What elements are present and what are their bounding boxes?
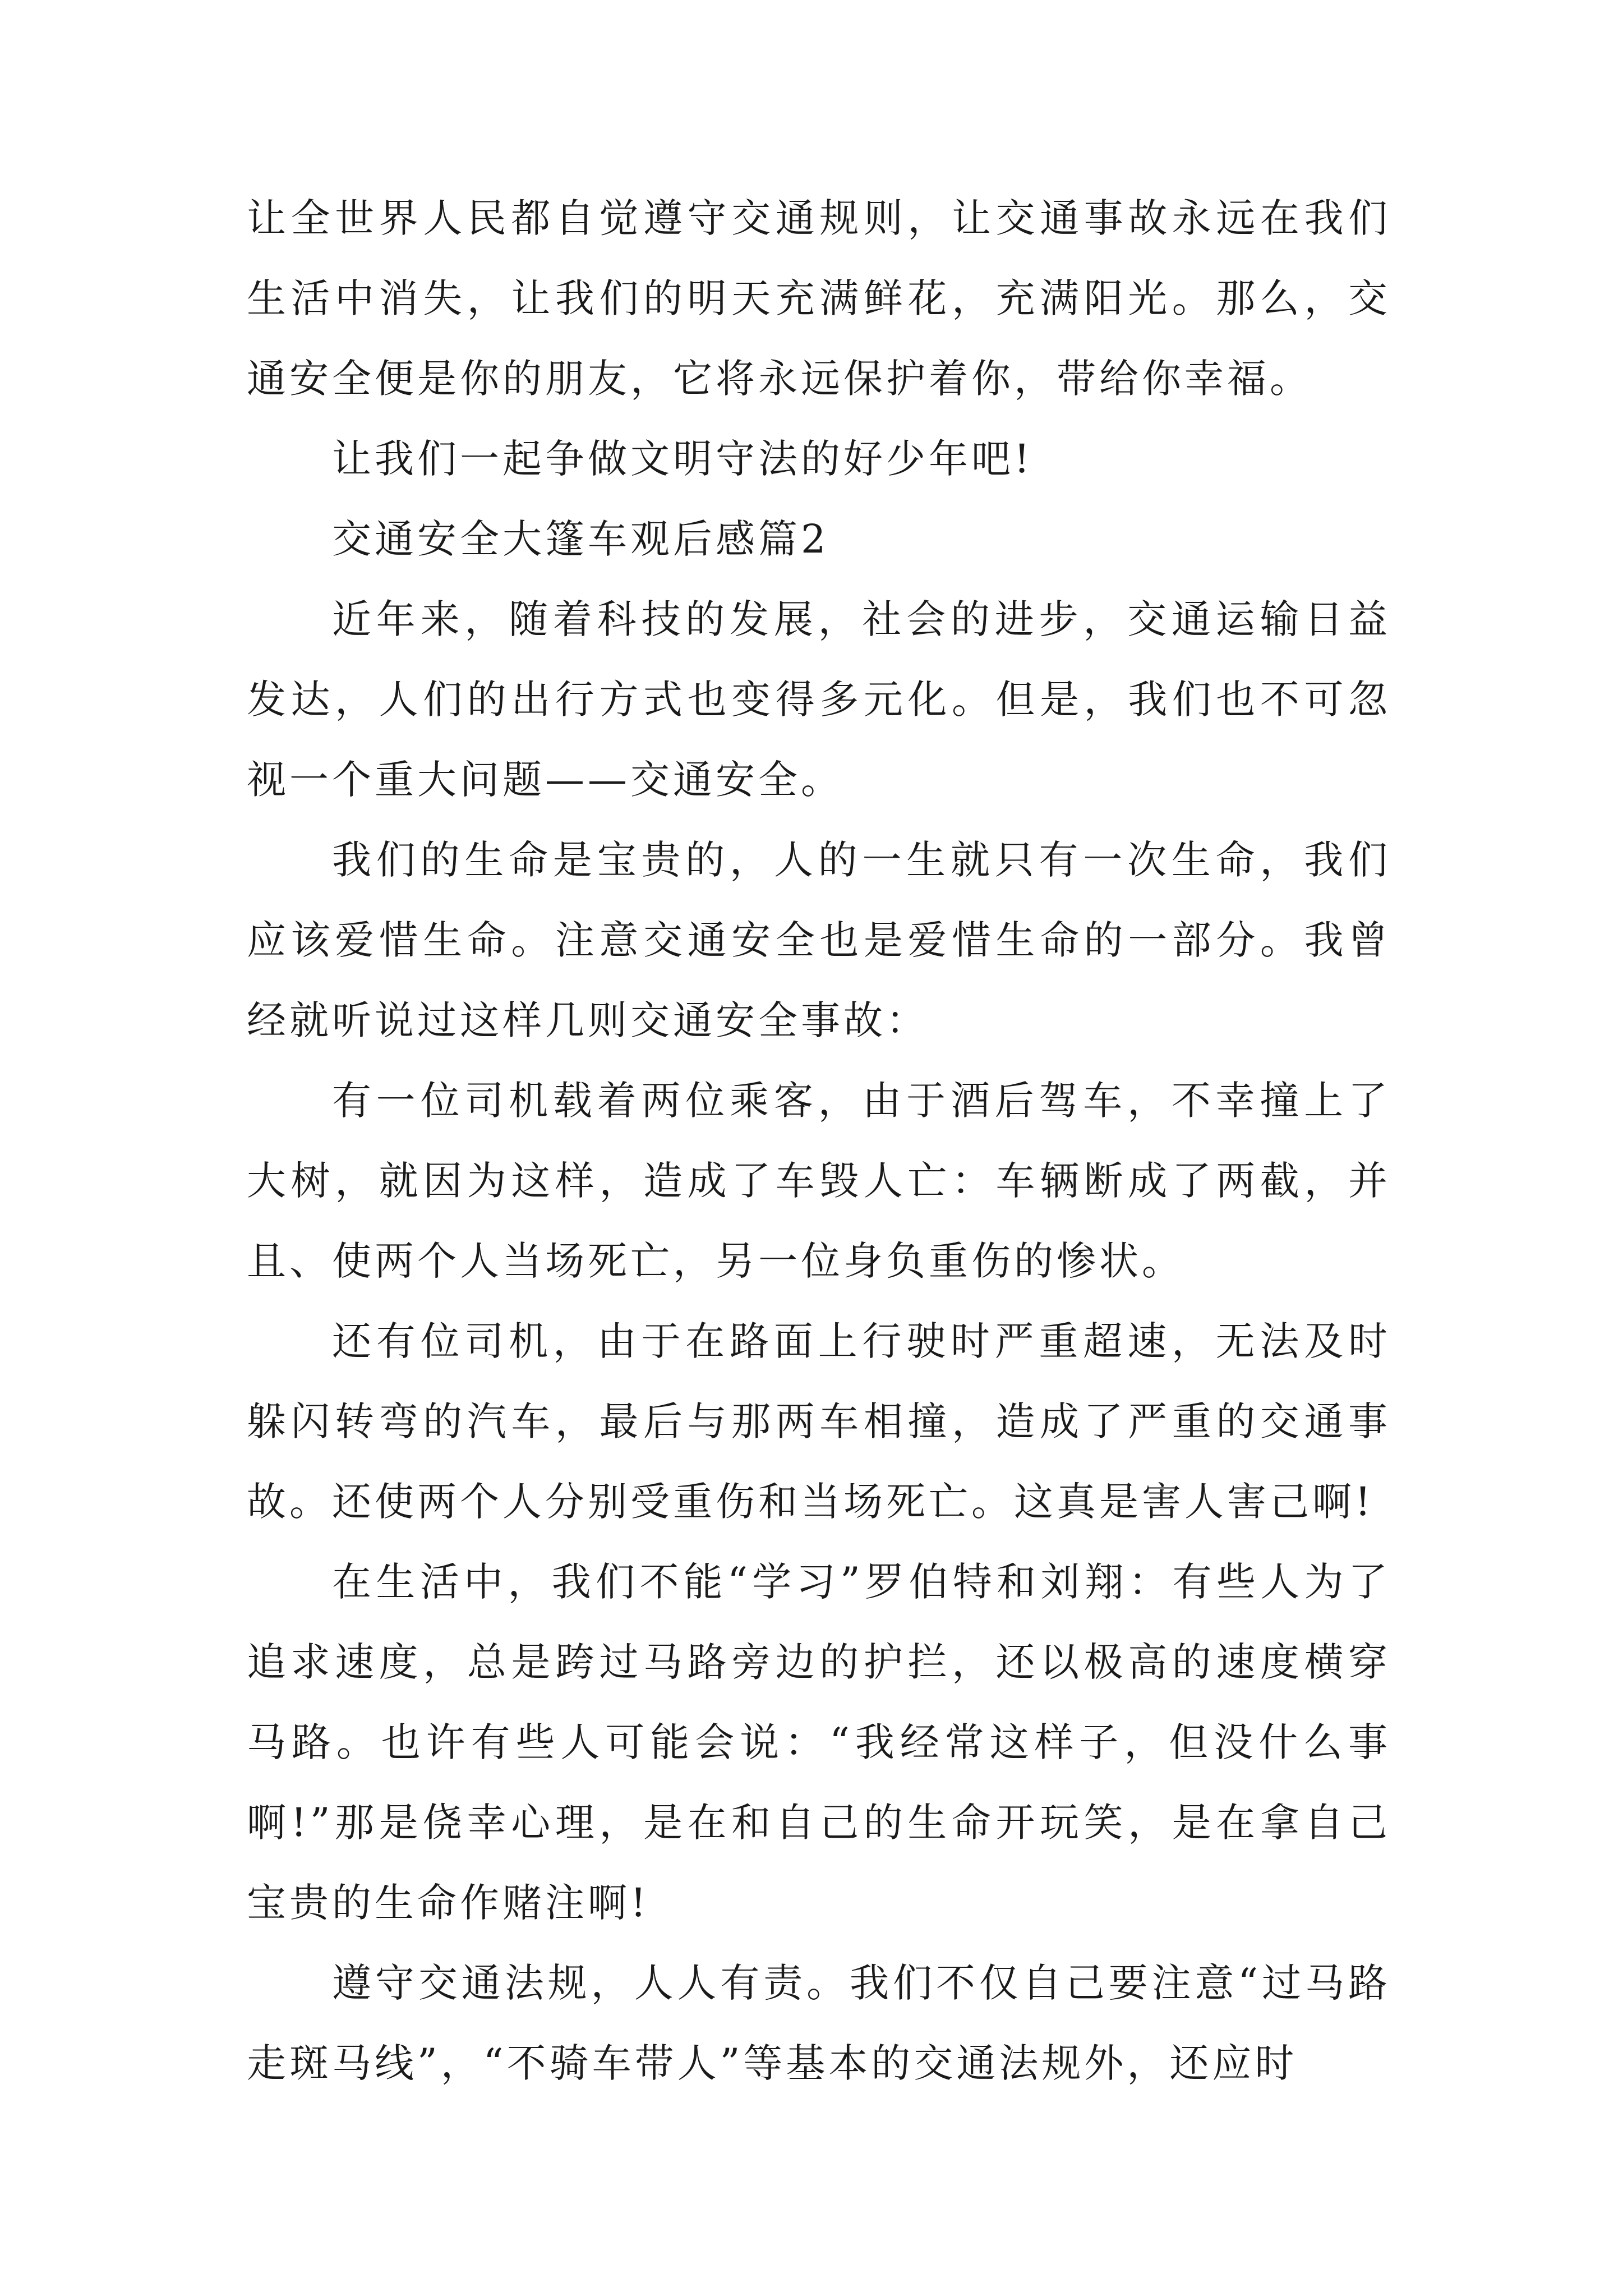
body-text xyxy=(247,178,1391,2104)
paragraph-continuation: 让全世界人民都自觉遵守交通规则，让交通事故永远在我们生活中消失，让我们的明天充满鲜花，充满阳光。那么，交通安全便是你的朋友，它将永远保护着你，带给你幸福。 xyxy=(247,195,1391,402)
paragraph-life-value: 我们的生命是宝贵的，人的一生就只有一次生命，我们应该爱惜生命。注意交通安全也是爱惜生命的一部分。我曾经就听说过这样几则交通安全事故： xyxy=(247,837,1391,1043)
paragraph-drunk-driving-story: 有一位司机载着两位乘客，由于酒后驾车，不幸撞上了大树，就因为这样，造成了车毁人亡：车辆断成了两截，并且、使两个人当场死亡，另一位身负重伤的惨状。 xyxy=(247,1078,1391,1284)
section-heading: 交通安全大篷车观后感篇2 xyxy=(332,516,829,562)
paragraph-intro: 近年来，随着科技的发展，社会的进步，交通运输日益发达，人们的出行方式也变得多元化。但是，我们也不可忽视一个重大问题——交通安全。 xyxy=(247,596,1391,803)
paragraph-obey-rules: 遵守交通法规，人人有责。我们不仅自己要注意“过马路走斑马线”，“不骑车带人”等基本的交通法规外，还应时 xyxy=(247,1960,1391,2086)
paragraph-jaywalking: 在生活中，我们不能“学习”罗伯特和刘翔：有些人为了追求速度，总是跨过马路旁边的护拦，还以极高的速度横穿马路。也许有些人可能会说：“我经常这样子，但没什么事啊!”那是侥幸心理，是在和自己的生命开玩笑，是在拿自己宝贵的生命作赌注啊! xyxy=(247,1559,1391,1926)
paragraph-call-to-action: 让我们一起争做文明守法的好少年吧! xyxy=(332,436,1034,482)
paragraph-speeding-story: 还有位司机，由于在路面上行驶时严重超速，无法及时躲闪转弯的汽车，最后与那两车相撞，造成了严重的交通事故。还使两个人分别受重伤和当场死亡。这真是害人害己啊! xyxy=(247,1318,1391,1525)
